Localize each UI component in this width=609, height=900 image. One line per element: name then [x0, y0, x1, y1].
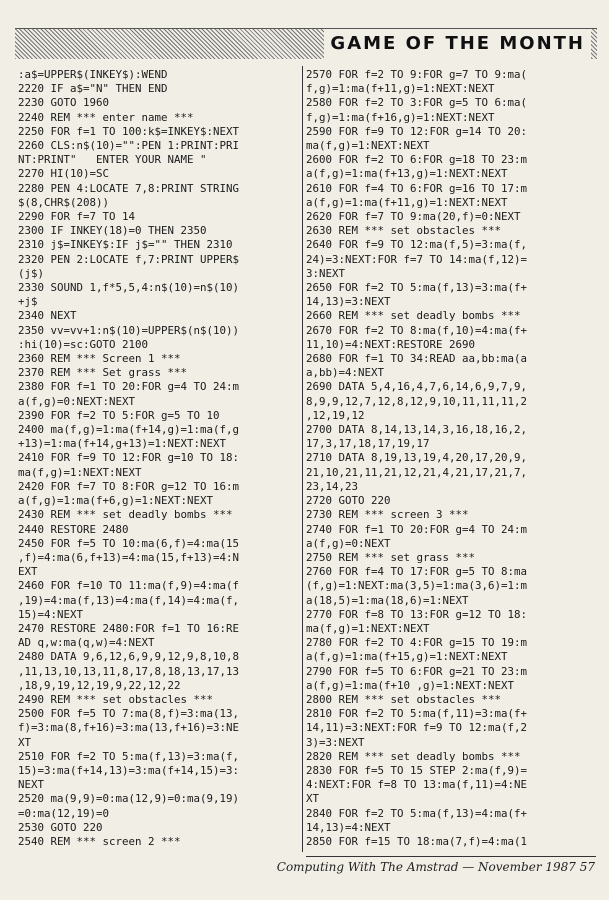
- code-line: +j$: [18, 295, 38, 309]
- code-line: 2300 IF INKEY(18)=0 THEN 2350: [18, 224, 207, 238]
- code-line: 2830 FOR f=5 TO 15 STEP 2:ma(f,9)=: [306, 763, 528, 777]
- code-line: 2330 SOUND 1,f*5,5,4:n$(10)=n$(10): [18, 281, 240, 295]
- code-line: EXT: [18, 565, 38, 579]
- code-line: 2660 REM *** set deadly bombs ***: [306, 309, 521, 323]
- code-line: 2810 FOR f=2 TO 5:ma(f,11)=3:ma(f+: [306, 707, 528, 721]
- column-divider: [302, 66, 303, 852]
- code-line: 14,11)=3:NEXT:FOR f=9 TO 12:ma(f,2: [306, 721, 528, 735]
- code-line: 2240 REM *** enter name ***: [18, 110, 194, 124]
- code-line: a(18,5)=1:ma(18,6)=1:NEXT: [306, 593, 469, 607]
- code-line: 2530 GOTO 220: [18, 820, 103, 834]
- code-line: 2780 FOR f=2 TO 4:FOR g=15 TO 19:m: [306, 636, 528, 650]
- code-line: a(f,g)=1:ma(f+11,g)=1:NEXT:NEXT: [306, 195, 508, 209]
- code-column-left: [18, 68, 298, 850]
- code-line: ,18,9,19,12,19,9,22,12,22: [18, 678, 181, 692]
- code-line: 2410 FOR f=9 TO 12:FOR g=10 TO 18:: [18, 451, 240, 465]
- code-line: 2460 FOR f=10 TO 11:ma(f,9)=4:ma(f: [18, 579, 240, 593]
- code-line: XT: [306, 792, 320, 806]
- section-title: GAME OF THE MONTH: [324, 29, 591, 59]
- code-line: [18, 849, 298, 850]
- code-line: 2740 FOR f=1 TO 20:FOR g=4 TO 24:m: [306, 522, 528, 536]
- code-line: 2630 REM *** set obstacles ***: [306, 224, 502, 238]
- code-line: AD q,w:ma(q,w)=4:NEXT: [18, 636, 155, 650]
- code-line: 21,10,21,11,21,12,21,4,21,17,21,7,: [306, 465, 528, 479]
- code-line: 2230 GOTO 1960: [18, 96, 110, 110]
- code-line: 2340 NEXT: [18, 309, 77, 323]
- code-line: ma(f,g)=1:NEXT:NEXT: [18, 465, 142, 479]
- code-line: a(f,g)=0:NEXT:NEXT: [18, 394, 136, 408]
- code-line: a(f,g)=0:NEXT: [306, 536, 391, 550]
- code-line: 2350 vv=vv+1:n$(10)=UPPER$(n$(10)): [18, 323, 240, 337]
- code-line: 2590 FOR f=9 TO 12:FOR g=14 TO 20:: [306, 124, 528, 138]
- code-line: a(f,g)=1:ma(f+10 ,g)=1:NEXT:NEXT: [306, 678, 515, 692]
- code-line: 11,10)=4:NEXT:RESTORE 2690: [306, 337, 476, 351]
- code-line: 2390 FOR f=2 TO 5:FOR g=5 TO 10: [18, 408, 220, 422]
- code-line: 15)=3:ma(f+14,13)=3:ma(f+14,15)=3:: [18, 763, 240, 777]
- code-line: ,f)=4:ma(6,f+13)=4:ma(15,f+13)=4:N: [18, 550, 240, 564]
- code-line: 2710 DATA 8,19,13,19,4,20,17,20,9,: [306, 451, 528, 465]
- code-line: 2440 RESTORE 2480: [18, 522, 129, 536]
- page-footer: Computing With The Amstrad — November 1987 57: [276, 860, 595, 874]
- code-line: 2800 REM *** set obstacles ***: [306, 692, 502, 706]
- code-line: 2250 FOR f=1 TO 100:k$=INKEY$:NEXT: [18, 124, 240, 138]
- code-line: 3)=3:NEXT: [306, 735, 365, 749]
- code-line: 4:NEXT:FOR f=8 TO 13:ma(f,11)=4:NE: [306, 778, 528, 792]
- code-line: 2360 REM *** Screen 1 ***: [18, 352, 181, 366]
- code-line: 2260 CLS:n$(10)="":PEN 1:PRINT:PRI: [18, 139, 240, 153]
- code-line: 2840 FOR f=2 TO 5:ma(f,13)=4:ma(f+: [306, 806, 528, 820]
- code-line: 15)=4:NEXT: [18, 607, 84, 621]
- code-line: NEXT: [18, 778, 45, 792]
- code-line: [306, 849, 596, 850]
- code-line: 2850 FOR f=15 TO 18:ma(7,f)=4:ma(1: [306, 834, 528, 848]
- code-line: 14,13)=4:NEXT: [306, 820, 391, 834]
- code-column-right: [306, 68, 596, 850]
- code-line: 2280 PEN 4:LOCATE 7,8:PRINT STRING: [18, 181, 240, 195]
- code-line: 23,14,23: [306, 479, 359, 493]
- code-line: ma(f,g)=1:NEXT:NEXT: [306, 621, 430, 635]
- code-line: 2750 REM *** set grass ***: [306, 550, 476, 564]
- code-line: 2580 FOR f=2 TO 3:FOR g=5 TO 6:ma(: [306, 96, 528, 110]
- code-line: 2540 REM *** screen 2 ***: [18, 834, 181, 848]
- code-line: f,g)=1:ma(f+16,g)=1:NEXT:NEXT: [306, 110, 495, 124]
- code-line: =0:ma(12,19)=0: [18, 806, 110, 820]
- footer-rule: [306, 856, 596, 857]
- code-line: 3:NEXT: [306, 266, 346, 280]
- code-line: 2520 ma(9,9)=0:ma(12,9)=0:ma(9,19): [18, 792, 240, 806]
- code-line: 2510 FOR f=2 TO 5:ma(f,13)=3:ma(f,: [18, 749, 240, 763]
- code-line: $(8,CHR$(208)): [18, 195, 110, 209]
- code-line: 2730 REM *** screen 3 ***: [306, 508, 469, 522]
- code-line: 2500 FOR f=5 TO 7:ma(8,f)=3:ma(13,: [18, 707, 240, 721]
- code-line: 2680 FOR f=1 TO 34:READ aa,bb:ma(a: [306, 352, 528, 366]
- code-line: +13)=1:ma(f+14,g+13)=1:NEXT:NEXT: [18, 437, 227, 451]
- code-line: 2370 REM *** Set grass ***: [18, 366, 188, 380]
- code-line: ,12,19,12: [306, 408, 365, 422]
- code-line: 2690 DATA 5,4,16,4,7,6,14,6,9,7,9,: [306, 380, 528, 394]
- code-line: 2600 FOR f=2 TO 6:FOR g=18 TO 23:m: [306, 153, 528, 167]
- code-line: (j$): [18, 266, 45, 280]
- code-line: 2220 IF a$="N" THEN END: [18, 82, 168, 96]
- code-line: :a$=UPPER$(INKEY$):WEND: [18, 68, 168, 81]
- code-line: NT:PRINT" ENTER YOUR NAME ": [18, 153, 207, 167]
- code-line: 2470 RESTORE 2480:FOR f=1 TO 16:RE: [18, 621, 240, 635]
- code-line: 2610 FOR f=4 TO 6:FOR g=16 TO 17:m: [306, 181, 528, 195]
- code-line: 2290 FOR f=7 TO 14: [18, 210, 136, 224]
- code-line: 2650 FOR f=2 TO 5:ma(f,13)=3:ma(f+: [306, 281, 528, 295]
- code-line: 2760 FOR f=4 TO 17:FOR g=5 TO 8:ma: [306, 565, 528, 579]
- code-line: 2430 REM *** set deadly bombs ***: [18, 508, 233, 522]
- code-line: a(f,g)=1:ma(f+13,g)=1:NEXT:NEXT: [306, 167, 508, 181]
- code-line: a(f,g)=1:ma(f+15,g)=1:NEXT:NEXT: [306, 650, 508, 664]
- code-line: a(f,g)=1:ma(f+6,g)=1:NEXT:NEXT: [18, 494, 214, 508]
- code-line: 8,9,9,12,7,12,8,12,9,10,11,11,11,2: [306, 394, 528, 408]
- code-line: (f,g)=1:NEXT:ma(3,5)=1:ma(3,6)=1:m: [306, 579, 528, 593]
- code-line: 24)=3:NEXT:FOR f=7 TO 14:ma(f,12)=: [306, 252, 528, 266]
- code-line: a,bb)=4:NEXT: [306, 366, 385, 380]
- code-line: 2480 DATA 9,6,12,6,9,9,12,9,8,10,8: [18, 650, 240, 664]
- code-line: 2380 FOR f=1 TO 20:FOR g=4 TO 24:m: [18, 380, 240, 394]
- code-line: f,g)=1:ma(f+11,g)=1:NEXT:NEXT: [306, 82, 495, 96]
- code-line: 2400 ma(f,g)=1:ma(f+14,g)=1:ma(f,g: [18, 423, 240, 437]
- code-line: 2420 FOR f=7 TO 8:FOR g=12 TO 16:m: [18, 479, 240, 493]
- code-line: ,11,13,10,13,11,8,17,8,18,13,17,13: [18, 664, 240, 678]
- code-line: 2700 DATA 8,14,13,14,3,16,18,16,2,: [306, 423, 528, 437]
- code-line: 2570 FOR f=2 TO 9:FOR g=7 TO 9:ma(: [306, 68, 528, 81]
- code-line: 2490 REM *** set obstacles ***: [18, 692, 214, 706]
- code-line: 14,13)=3:NEXT: [306, 295, 391, 309]
- code-line: 2770 FOR f=8 TO 13:FOR g=12 TO 18:: [306, 607, 528, 621]
- code-line: 2640 FOR f=9 TO 12:ma(f,5)=3:ma(f,: [306, 238, 528, 252]
- code-line: 2670 FOR f=2 TO 8:ma(f,10)=4:ma(f+: [306, 323, 528, 337]
- code-line: 2450 FOR f=5 TO 10:ma(6,f)=4:ma(15: [18, 536, 240, 550]
- code-line: ,19)=4:ma(f,13)=4:ma(f,14)=4:ma(f,: [18, 593, 240, 607]
- code-line: 2720 GOTO 220: [306, 494, 391, 508]
- code-line: f)=3:ma(8,f+16)=3:ma(13,f+16)=3:NE: [18, 721, 240, 735]
- code-line: 2790 FOR f=5 TO 6:FOR g=21 TO 23:m: [306, 664, 528, 678]
- code-line: 2820 REM *** set deadly bombs ***: [306, 749, 521, 763]
- code-line: 2320 PEN 2:LOCATE f,7:PRINT UPPER$: [18, 252, 240, 266]
- code-line: :hi(10)=sc:GOTO 2100: [18, 337, 149, 351]
- code-line: XT: [18, 735, 32, 749]
- code-line: 17,3,17,18,17,19,17: [306, 437, 430, 451]
- code-line: 2310 j$=INKEY$:IF j$="" THEN 2310: [18, 238, 233, 252]
- header-banner: [15, 28, 597, 59]
- code-line: ma(f,g)=1:NEXT:NEXT: [306, 139, 430, 153]
- code-line: 2270 HI(10)=SC: [18, 167, 110, 181]
- code-line: 2620 FOR f=7 TO 9:ma(20,f)=0:NEXT: [306, 210, 521, 224]
